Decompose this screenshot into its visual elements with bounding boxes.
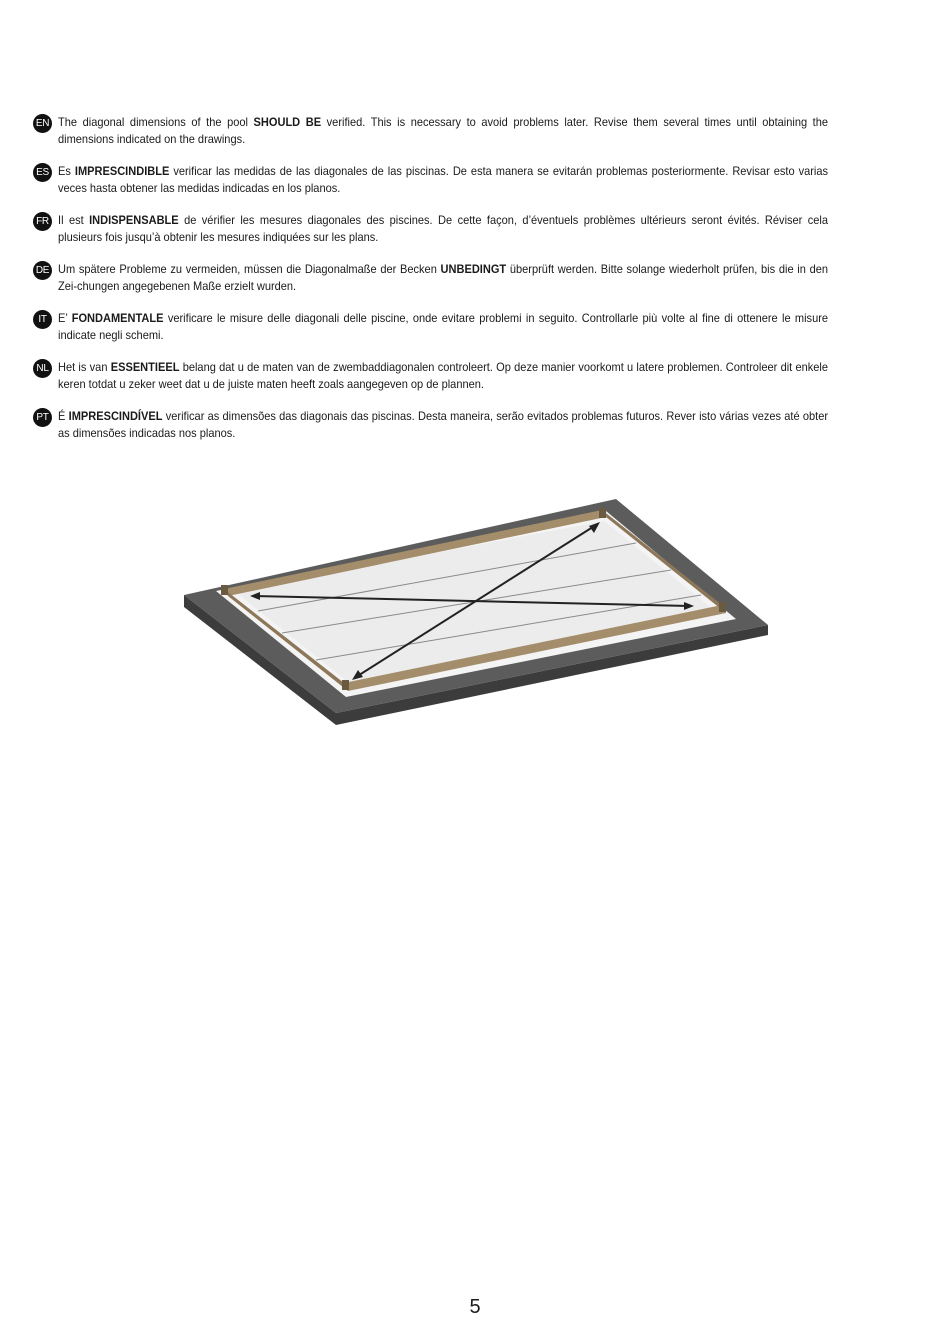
instruction-text	[58, 163, 828, 196]
instruction-text-rest: belang dat u de maten van de zwembaddiagonalen controleert. Op deze manier voorkomt u latere problemen. Controleer dit enkele keren totdat u zeker weet dat u de juiste maten heeft zoals aangegeven op de plannen.	[58, 360, 829, 391]
instruction-text-lead: É	[58, 409, 69, 423]
instruction-emphasis: FONDAMENTALE	[71, 311, 164, 325]
instruction-text-lead: Es	[58, 164, 75, 178]
page-number: 5	[469, 1296, 481, 1318]
language-badge: NL	[33, 359, 52, 378]
instruction-emphasis: UNBEDINGT	[440, 262, 507, 276]
instruction-text-rest: verificare le misure delle diagonali delle piscine, onde evitare problemi in seguito. Controllarle più volte al fine di ottenere le misure indicate negli schemi.	[58, 311, 829, 342]
instruction-block-fr	[33, 212, 895, 245]
instruction-text-rest: verified. This is necessary to avoid problems later. Revise them several times until obtaining the dimensions indicated on the drawings.	[58, 115, 829, 146]
instruction-text	[58, 408, 828, 441]
instruction-emphasis: IMPRESCINDÍVEL	[68, 409, 163, 423]
instruction-emphasis: SHOULD BE	[253, 115, 322, 129]
language-badge: ES	[33, 163, 52, 182]
instruction-block-es	[33, 163, 895, 196]
instructions-list	[33, 114, 895, 457]
instruction-block-pt	[33, 408, 895, 441]
corner-post-front-right	[719, 602, 726, 612]
instruction-emphasis: ESSENTIEEL	[110, 360, 180, 374]
instruction-block-it	[33, 310, 895, 343]
corner-post-back-right	[599, 508, 606, 518]
pool-diagonal-illustration	[176, 455, 776, 735]
instruction-text-lead: Il est	[58, 213, 90, 227]
instruction-emphasis: IMPRESCINDIBLE	[74, 164, 170, 178]
language-badge: IT	[33, 310, 52, 329]
instruction-text-rest: verificar las medidas de las diagonales de las piscinas. De esta manera se evitarán problemas posteriormente. Revisar esto varias veces hasta obtener las medidas indicadas en los planos.	[58, 164, 829, 195]
instruction-text-lead: E’	[58, 311, 72, 325]
instruction-block-en	[33, 114, 895, 147]
instruction-text-rest: de vérifier les mesures diagonales des piscines. De cette façon, d’éventuels problèmes ultérieurs seront évités. Réviser cela plusieurs fois jusqu’à obtenir les mesures indiquées sur les plans.	[58, 213, 829, 244]
instruction-text	[58, 261, 828, 294]
language-badge: PT	[33, 408, 52, 427]
corner-post-back-left	[221, 585, 228, 595]
instruction-text	[58, 310, 828, 343]
instruction-block-de	[33, 261, 895, 294]
language-badge: FR	[33, 212, 52, 231]
language-badge: DE	[33, 261, 52, 280]
instruction-text	[58, 359, 828, 392]
language-badge: EN	[33, 114, 52, 133]
instruction-emphasis: INDISPENSABLE	[89, 213, 179, 227]
instruction-text-lead: Um spätere Probleme zu vermeiden, müssen die Diagonalmaße der Becken	[58, 262, 441, 276]
instruction-text	[58, 212, 828, 245]
corner-post-front-left	[342, 680, 349, 690]
instruction-block-nl	[33, 359, 895, 392]
instruction-text-rest: verificar as dimensões das diagonais das piscinas. Desta maneira, serão evitados problemas futuros. Rever isto várias vezes até obter as dimensões indicadas nos planos.	[58, 409, 829, 440]
instruction-text-lead: The diagonal dimensions of the pool	[58, 115, 254, 129]
instruction-text	[58, 114, 828, 147]
instruction-text-rest: überprüft werden. Bitte solange wiederholt prüfen, bis die in den Zei-chungen angegebenen Maße erzielt wurden.	[58, 262, 829, 293]
instruction-text-lead: Het is van	[58, 360, 111, 374]
